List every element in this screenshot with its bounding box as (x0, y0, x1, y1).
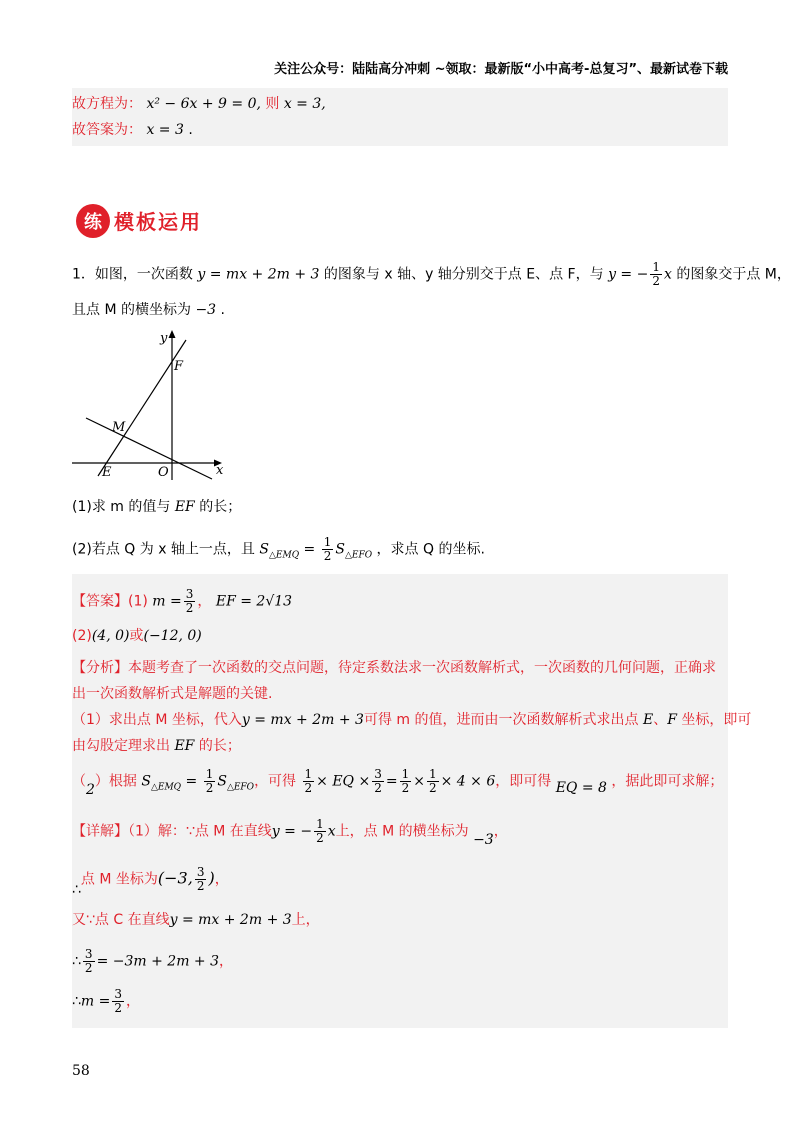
answer-or: 或 (129, 628, 144, 644)
label-m: M (112, 420, 126, 435)
detail-function-rhs: x (327, 823, 336, 840)
analysis-step-2-c: ，即可得 (495, 773, 552, 790)
detail-line-3-a: 又∵点 C 在直线 (72, 912, 170, 928)
detail-coord-close: ) (208, 868, 215, 888)
prev-line-1 (72, 94, 326, 114)
label-x: x (216, 463, 224, 478)
detail-line-5-lhs: m = (80, 993, 111, 1010)
question-2-text-a: (2)若点 Q 为 x 轴上一点，且 (72, 541, 255, 558)
analysis-fraction-b (372, 768, 384, 795)
detail-line-2-end: ， (214, 871, 229, 888)
label-f: F (174, 359, 184, 374)
page-header: 关注公众号：陆陆高分冲刺 ~领取：最新版“小中高考-总复习”、最新试卷下载 (274, 62, 728, 77)
analysis-step-1-line-2 (72, 736, 241, 756)
detail-line-3-end: 上， (291, 912, 320, 928)
fraction-numerator: 3 (196, 865, 205, 879)
analysis-step-1-ef: EF (174, 738, 195, 754)
detail-line-1 (72, 817, 508, 848)
detail-label: 【详解】 (72, 823, 128, 840)
therefore-symbol: ∴ (72, 881, 81, 898)
analysis-text-2: 出一次函数解析式是解题的关键. (72, 686, 273, 702)
analysis-calc-2: = (385, 773, 398, 790)
y-axis-arrow (169, 330, 176, 338)
detail-line-4-rhs: = −3m + 2m + 3 (96, 953, 220, 970)
problem-function-2-rhs: x (663, 266, 672, 283)
fraction-denominator: 2 (304, 781, 313, 795)
label-o: O (158, 465, 169, 480)
prev-line-2 (72, 120, 193, 140)
analysis-area-2: S (217, 773, 227, 790)
detail-line-5-fraction (112, 988, 124, 1015)
therefore-symbol: ∴ (72, 953, 81, 970)
analysis-eq-8: EQ = 8 (555, 779, 607, 796)
question-2-equals: = (303, 541, 316, 558)
fraction-denominator: 2 (374, 781, 382, 795)
detail-line-2-a: 点 M 坐标为 (80, 871, 158, 888)
fraction-numerator: 3 (114, 987, 123, 1001)
detail-line-3-function: y = mx + 2m + 3 (169, 912, 292, 928)
detail-coord-open: (−3, (157, 868, 193, 888)
problem-text-c: 的图象交于点 M， (676, 266, 791, 283)
detail-abscissa: −3 (473, 831, 494, 848)
fraction-denominator: 2 (114, 1001, 123, 1015)
prev-line1-equation: x² − 6x + 9 = 0, (146, 96, 261, 112)
fraction-numerator: 1 (323, 535, 332, 549)
analysis-label: 【分析】 (72, 660, 128, 676)
answer-point-2: (−12, 0) (143, 628, 202, 644)
answer-part-2: (2) (72, 628, 92, 644)
label-y: y (160, 331, 168, 346)
problem-line-2 (72, 300, 225, 320)
problem-text-b: 的图象与 x 轴、y 轴分别交于点 E、点 F，与 (323, 266, 604, 283)
coordinate-figure (72, 326, 232, 480)
analysis-fraction-a (303, 768, 315, 795)
analysis-text-1: 本题考查了一次函数的交点问题，待定系数法求一次函数解析式，一次函数的几何问题，正确求 (128, 660, 716, 676)
analysis-step-2-d: ，据此即可求解； (611, 773, 724, 790)
question-1-ef: EF (174, 499, 195, 515)
detail-line-3 (72, 910, 320, 930)
question-1 (72, 497, 241, 517)
analysis-sep: 、 (653, 712, 668, 728)
problem-text-d: 且点 M 的横坐标为 (72, 302, 191, 318)
answer-part-1: (1) (128, 593, 148, 610)
label-e: E (102, 465, 112, 480)
analysis-step-1-b: 可得 m 的值，进而由一次函数解析式求出点 (363, 712, 639, 728)
fraction-denominator: 2 (196, 879, 205, 893)
analysis-line-1 (72, 658, 716, 678)
prev-line1-mid: 则 (265, 96, 280, 112)
answer-point-1: (4, 0) (91, 628, 130, 644)
detail-coord-fraction (195, 866, 207, 893)
answer-m-lhs: m = (152, 593, 182, 610)
analysis-step-2: （2）根据 $S_{\triangle EMQ}$ = $\frac{1}{2}$ $S_{\triangle EFO}$，可得 $\frac{1}{2}$ × EQ × $\frac{3}{2}$ = $\frac{1}{2}$ × $\frac{1}{2}$ × 4 × 6，即可得 EQ = 8 ，据此即可求解； (72, 767, 724, 798)
prev-line1-prefix: 故方程为： (72, 96, 142, 112)
question-2-area-2-sub: △EFO (344, 550, 373, 561)
analysis-equals: = (185, 773, 198, 790)
analysis-step-2-b: ，可得 (254, 773, 297, 790)
problem-function-1: y = mx + 2m + 3 (197, 266, 320, 283)
analysis-step-2-number: 2 (86, 781, 95, 798)
fraction-numerator: 1 (304, 767, 313, 781)
section-title: 模板运用 (114, 210, 202, 234)
problem-line-1 (72, 261, 791, 288)
prev-line2-end: . (188, 122, 193, 138)
analysis-step-1-line2-b: 的长； (198, 738, 241, 754)
detail-line-5 (72, 988, 140, 1015)
fraction-numerator: 1 (205, 767, 214, 781)
fraction-denominator: 2 (185, 601, 194, 615)
prev-line2-equation: x = 3 (146, 122, 184, 138)
detail-line-4-end: ， (219, 953, 234, 970)
answer-line-2 (72, 626, 202, 646)
fraction-denominator: 2 (316, 831, 324, 845)
answer-label: 【答案】 (72, 593, 128, 610)
analysis-point-f: F (667, 712, 677, 728)
prev-line2-prefix: 故答案为： (72, 122, 142, 138)
solution-box (72, 574, 752, 1028)
analysis-line-2 (72, 684, 272, 704)
analysis-step-1-c: 坐标，即可 (681, 712, 752, 728)
practice-badge: 练 (76, 204, 110, 238)
analysis-area-1: S (141, 773, 151, 790)
problem-text-a: 1．如图，一次函数 (72, 266, 193, 283)
analysis-fraction-c (400, 768, 412, 795)
answer-ef: EF = 2√13 (215, 593, 293, 610)
fraction-denominator: 2 (84, 961, 93, 975)
detail-line-4 (72, 948, 233, 975)
analysis-calc-3: × 4 × 6 (440, 773, 496, 790)
fraction-denominator: 2 (401, 781, 410, 795)
question-2-area-2: S (335, 541, 345, 558)
problem-abscissa: −3 (195, 302, 217, 318)
question-2-text-b: ，求点 Q 的坐标. (376, 541, 485, 558)
fraction-numerator: 1 (652, 260, 660, 274)
question-1-text-a: (1)求 m 的值与 (72, 499, 171, 515)
analysis-step-1-a: （1）求出点 M 坐标，代入 (72, 712, 242, 728)
prev-line1-result: x = 3, (283, 96, 326, 112)
section-banner (76, 202, 216, 236)
question-2-fraction (322, 536, 334, 563)
fraction-denominator: 2 (323, 549, 332, 563)
detail-line-5-end: ， (126, 993, 141, 1010)
detail-line-2 (72, 865, 229, 898)
analysis-step-1 (72, 710, 751, 730)
fraction-numerator: 3 (374, 767, 382, 781)
fraction-numerator: 1 (428, 767, 437, 781)
problem-function-2-lhs: y = − (608, 266, 649, 283)
page-number: 58 (72, 1063, 90, 1079)
therefore-symbol: ∴ (72, 993, 81, 1010)
fraction-numerator: 3 (185, 587, 194, 601)
analysis-fraction-d (427, 768, 439, 795)
detail-line-1-end: ， (493, 823, 508, 840)
problem-end: . (220, 302, 225, 318)
detail-line-1-a: （1）解：∵点 M 在直线 (128, 823, 272, 840)
detail-function-lhs: y = − (271, 823, 313, 840)
fraction-numerator: 3 (84, 947, 93, 961)
detail-line-1-b: 上，点 M 的横坐标为 (335, 823, 469, 840)
analysis-point-e: E (642, 712, 654, 728)
question-1-text-b: 的长； (199, 499, 242, 515)
analysis-step-2-open: （ (72, 773, 86, 790)
answer-line-1 (72, 588, 292, 615)
analysis-area-1-sub: △EMQ (150, 782, 182, 793)
analysis-step-2-close: ）根据 (94, 773, 137, 790)
detail-fraction (314, 818, 326, 845)
analysis-fraction-half (204, 768, 216, 795)
fraction-numerator: 1 (401, 767, 410, 781)
question-2-area-1: S (259, 541, 269, 558)
fraction-denominator: 2 (652, 274, 660, 288)
question-2-area-1-sub: △EMQ (268, 550, 300, 561)
answer-comma: ， (197, 593, 212, 610)
answer-m-fraction (184, 588, 196, 615)
line-ef (98, 340, 186, 476)
fraction-numerator: 1 (316, 817, 324, 831)
analysis-area-2-sub: △EFO (226, 782, 255, 793)
analysis-step-1-function: y = mx + 2m + 3 (241, 712, 364, 728)
question-2 (72, 536, 485, 565)
problem-fraction (650, 261, 662, 288)
analysis-step-1-line2-a: 由勾股定理求出 (72, 738, 170, 754)
fraction-denominator: 2 (205, 781, 214, 795)
analysis-calc-1: × EQ × (316, 773, 371, 790)
fraction-denominator: 2 (428, 781, 437, 795)
previous-solution-box (72, 88, 728, 146)
detail-line-4-fraction (83, 948, 95, 975)
